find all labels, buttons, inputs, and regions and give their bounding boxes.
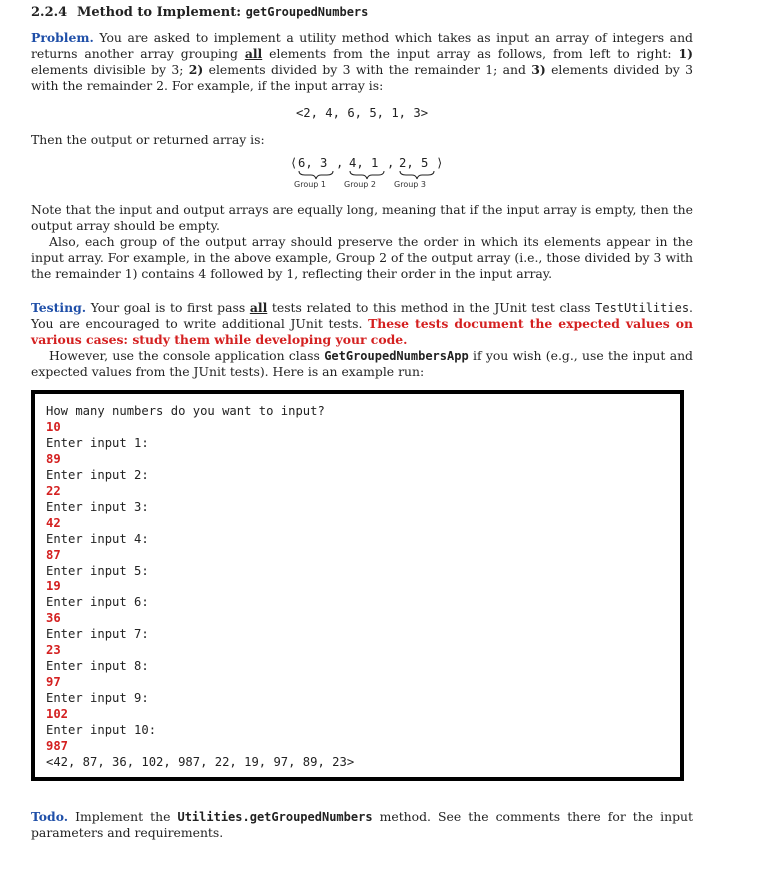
console-output-line: <42, 87, 36, 102, 987, 22, 19, 97, 89, 23>: [46, 754, 355, 769]
group-1-brace-icon: [299, 171, 333, 179]
section-heading: [31, 5, 368, 20]
console-output-line: Enter input 9:: [46, 691, 149, 706]
problem-item-1-num: 1): [678, 46, 693, 61]
console-example-run: [31, 390, 684, 781]
however-paragraph: [31, 348, 693, 380]
console-output-line: Enter input 2:: [46, 467, 149, 482]
group-2-brace-icon: [350, 171, 384, 179]
console-user-input: 102: [46, 707, 69, 722]
problem-item-2-num: 2): [188, 62, 204, 77]
console-user-input: 22: [46, 483, 61, 498]
however-text: However, use the console application class: [49, 348, 320, 363]
also-value-1: 1: [286, 266, 295, 281]
group-3-label: Group 3: [394, 180, 426, 189]
console-user-input: 19: [46, 579, 61, 594]
console-lines: [46, 404, 680, 771]
problem-label: Problem.: [31, 30, 94, 45]
console-output-line: Enter input 1:: [46, 435, 149, 450]
also-text-3: , reflecting their order in the input array.: [294, 266, 553, 281]
problem-item-2: elements divided by 3 with the remainder 1; and: [208, 62, 526, 77]
console-output-line: Enter input 4:: [46, 531, 149, 546]
testing-paragraph: [31, 300, 693, 348]
group-2-label: Group 2: [344, 180, 376, 189]
console-output-line: Enter input 3:: [46, 499, 149, 514]
group-separator: ,: [387, 156, 395, 170]
problem-text: You are asked to implement a utility method which takes as input an array of integers and returns another array grouping: [31, 30, 693, 61]
output-close-bracket: ⟩: [436, 156, 444, 170]
group-3-values: 2, 5: [399, 156, 429, 170]
console-output-line: Enter input 7:: [46, 627, 149, 642]
group-separator: ,: [336, 156, 344, 170]
console-output-line: How many numbers do you want to input?: [46, 404, 325, 418]
console-user-input: 89: [46, 451, 61, 466]
console-user-input: 97: [46, 675, 61, 690]
section-method-name: getGroupedNumbers: [245, 5, 369, 19]
testing-text: Your goal is to first pass: [90, 300, 246, 315]
also-value-4: 4: [198, 266, 207, 281]
testing-all: all: [249, 300, 268, 315]
testing-label: Testing.: [31, 300, 87, 315]
also-text-2: followed by: [210, 266, 283, 281]
output-open-bracket: ⟨: [290, 156, 298, 170]
console-output-line: Enter input 10:: [46, 723, 157, 738]
also-text: Also, each group of the output array should preserve the order in which its elements appear in the input array. For example, in the above example, Group 2 of the output array (i.e., those divided by 3 with the remainder 1) contains: [31, 234, 693, 281]
console-user-input: 42: [46, 515, 61, 530]
todo-text-2: method. See the comments there for the input parameters and requirements.: [31, 809, 693, 840]
console-user-input: 10: [46, 419, 61, 434]
console-output-line: Enter input 6:: [46, 595, 149, 610]
console-user-input: 87: [46, 547, 61, 562]
todo-paragraph: [31, 809, 693, 841]
problem-text-2: elements from the input array as follows, from left to right:: [269, 46, 672, 61]
section-title-prefix: Method to Implement:: [77, 5, 242, 20]
problem-item-3-num: 3): [531, 62, 546, 77]
then-text: Then the output or returned array is:: [31, 132, 265, 147]
group-3-brace-icon: [400, 171, 434, 179]
testing-text-3: . You are encouraged to write additional JUnit tests.: [31, 300, 693, 331]
problem-item-1: elements divisible by 3;: [31, 62, 184, 77]
console-output-line: Enter input 8:: [46, 659, 149, 674]
todo-text: Implement the: [75, 809, 171, 824]
todo-label: Todo.: [31, 809, 69, 824]
note-paragraph: Note that the input and output arrays are equally long, meaning that if the input array is empty, then the output array should be empty.: [31, 202, 693, 233]
group-1-values: 6, 3: [298, 156, 328, 170]
console-output-line: Enter input 5:: [46, 563, 149, 578]
console-user-input: 36: [46, 611, 61, 626]
problem-paragraph: [31, 30, 693, 94]
todo-method-name: Utilities.getGroupedNumbers: [177, 810, 373, 824]
console-user-input: 23: [46, 643, 61, 658]
group-1-label: Group 1: [294, 180, 326, 189]
testing-red-note: These tests document the expected values on various cases: study them while developing your code.: [31, 316, 693, 347]
test-class-name: TestUtilities: [595, 301, 690, 315]
section-number: 2.2.4: [31, 5, 68, 20]
problem-item-3: elements divided by 3 with the remainder 2. For example, if the input array is:: [31, 62, 693, 93]
however-text-2: if you wish (e.g., use the input and expected values from the JUnit tests). Here is an example run:: [31, 348, 693, 379]
example-input-array: <2, 4, 6, 5, 1, 3>: [295, 106, 429, 120]
problem-all: all: [244, 46, 263, 61]
console-user-input: 987: [46, 739, 69, 754]
also-paragraph: [31, 234, 693, 282]
group-2-values: 4, 1: [349, 156, 379, 170]
app-class-name: GetGroupedNumbersApp: [324, 349, 469, 363]
testing-text-2: tests related to this method in the JUnit test class: [271, 300, 591, 315]
